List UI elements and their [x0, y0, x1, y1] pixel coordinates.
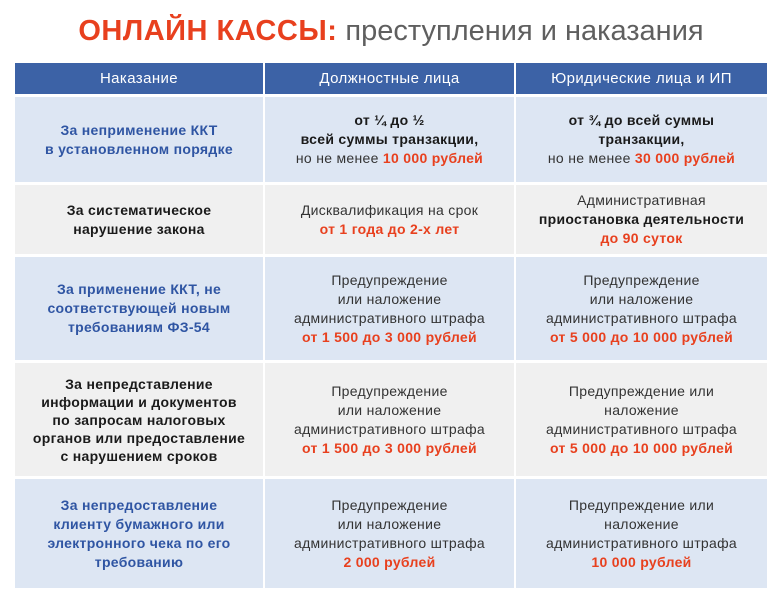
legal-cell: Предупреждение или наложение административного штрафа от 5 000 до 10 000 рублей: [516, 254, 767, 360]
table-row: [15, 254, 767, 360]
page-title: [0, 8, 782, 54]
page-title-rest: преступления и наказания: [337, 15, 704, 47]
row-label: За применение ККТ, не соответствующей новым требованиям ФЗ-54: [15, 254, 265, 360]
officials-cell: Предупреждение или наложение административного штрафа от 1 500 до 3 000 рублей: [265, 254, 516, 360]
header-punishment: Наказание: [15, 63, 265, 94]
table-row: [15, 476, 767, 588]
header-legal-entities: Юридические лица и ИП: [516, 63, 767, 94]
row-label: За непредставление информации и документов по запросам налоговых органов или предоставление с нарушением сроков: [15, 360, 265, 476]
officials-cell: Предупреждение или наложение административного штрафа от 1 500 до 3 000 рублей: [265, 360, 516, 476]
officials-cell: Предупреждение или наложение административного штрафа 2 000 рублей: [265, 476, 516, 588]
header-officials: Должностные лица: [265, 63, 516, 94]
penalties-table: [15, 63, 767, 588]
table-row: [15, 360, 767, 476]
table-row: [15, 94, 767, 182]
row-label: За систематическое нарушение закона: [15, 182, 265, 254]
officials-cell: Дисквалификация на срок от 1 года до 2-х лет: [265, 182, 516, 254]
table-header-row: [15, 63, 767, 94]
row-label: За непредоставление клиенту бумажного или электронного чека по его требованию: [15, 476, 265, 588]
legal-cell: Предупреждение или наложение административного штрафа от 5 000 до 10 000 рублей: [516, 360, 767, 476]
legal-cell: Административная приостановка деятельности до 90 суток: [516, 182, 767, 254]
row-label: За неприменение ККТ в установленном порядке: [15, 94, 265, 182]
officials-cell: от ¼ до ½ всей суммы транзакции, но не менее 10 000 рублей: [265, 94, 516, 182]
page-title-bold: ОНЛАЙН КАССЫ:: [78, 15, 338, 47]
table-row: [15, 182, 767, 254]
legal-cell: от ¾ до всей суммы транзакции, но не менее 30 000 рублей: [516, 94, 767, 182]
legal-cell: Предупреждение или наложение административного штрафа 10 000 рублей: [516, 476, 767, 588]
